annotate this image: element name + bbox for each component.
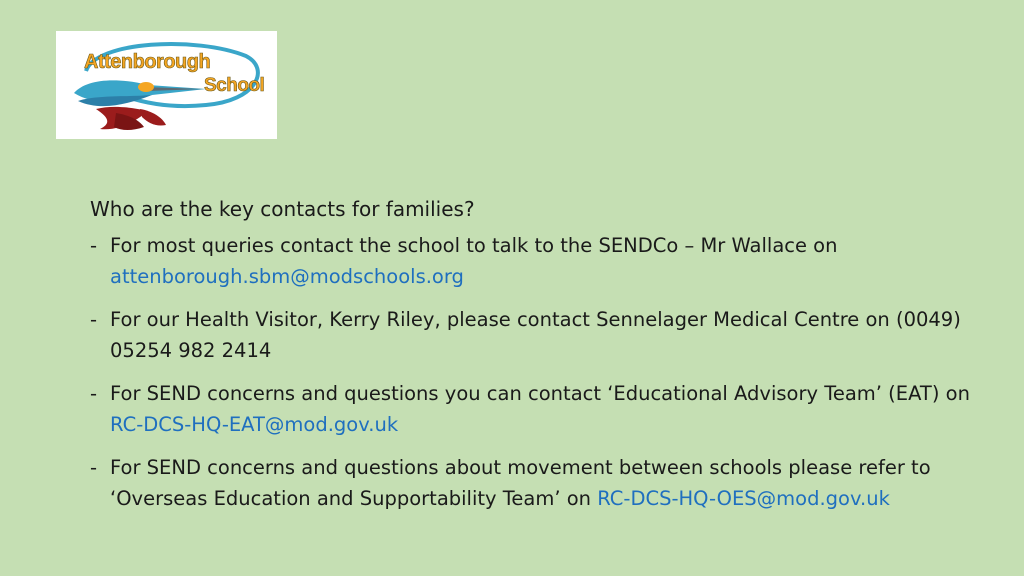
sendco-email-link[interactable]: attenborough.sbm@modschools.org — [110, 265, 464, 288]
contact-text-health-visitor: For our Health Visitor, Kerry Riley, please contact Sennelager Medical Centre on (0049) 05254 982 2414 — [110, 308, 961, 362]
list-item — [90, 452, 990, 514]
eat-email-link[interactable]: RC-DCS-HQ-EAT@mod.gov.uk — [110, 413, 399, 436]
contacts-heading: Who are the key contacts for families? — [90, 197, 475, 221]
contact-text-oes: For SEND concerns and questions about movement between schools please refer to ‘Overseas Education and Supportability Team’ on — [110, 456, 931, 510]
contact-text-sendco: For most queries contact the school to talk to the SENDCo – Mr Wallace on — [110, 234, 838, 257]
contact-text-eat: For SEND concerns and questions you can contact ‘Educational Advisory Team’ (EAT) on — [110, 382, 970, 405]
logo-text-attenborough: Attenborough — [84, 51, 211, 73]
list-item — [90, 378, 990, 440]
school-logo — [56, 31, 277, 139]
list-item — [90, 304, 990, 366]
list-item — [90, 230, 990, 292]
logo-text-school: School — [204, 75, 265, 96]
contacts-list — [90, 230, 990, 514]
contacts-section — [90, 192, 990, 526]
oes-email-link[interactable]: RC-DCS-HQ-OES@mod.gov.uk — [597, 487, 890, 510]
